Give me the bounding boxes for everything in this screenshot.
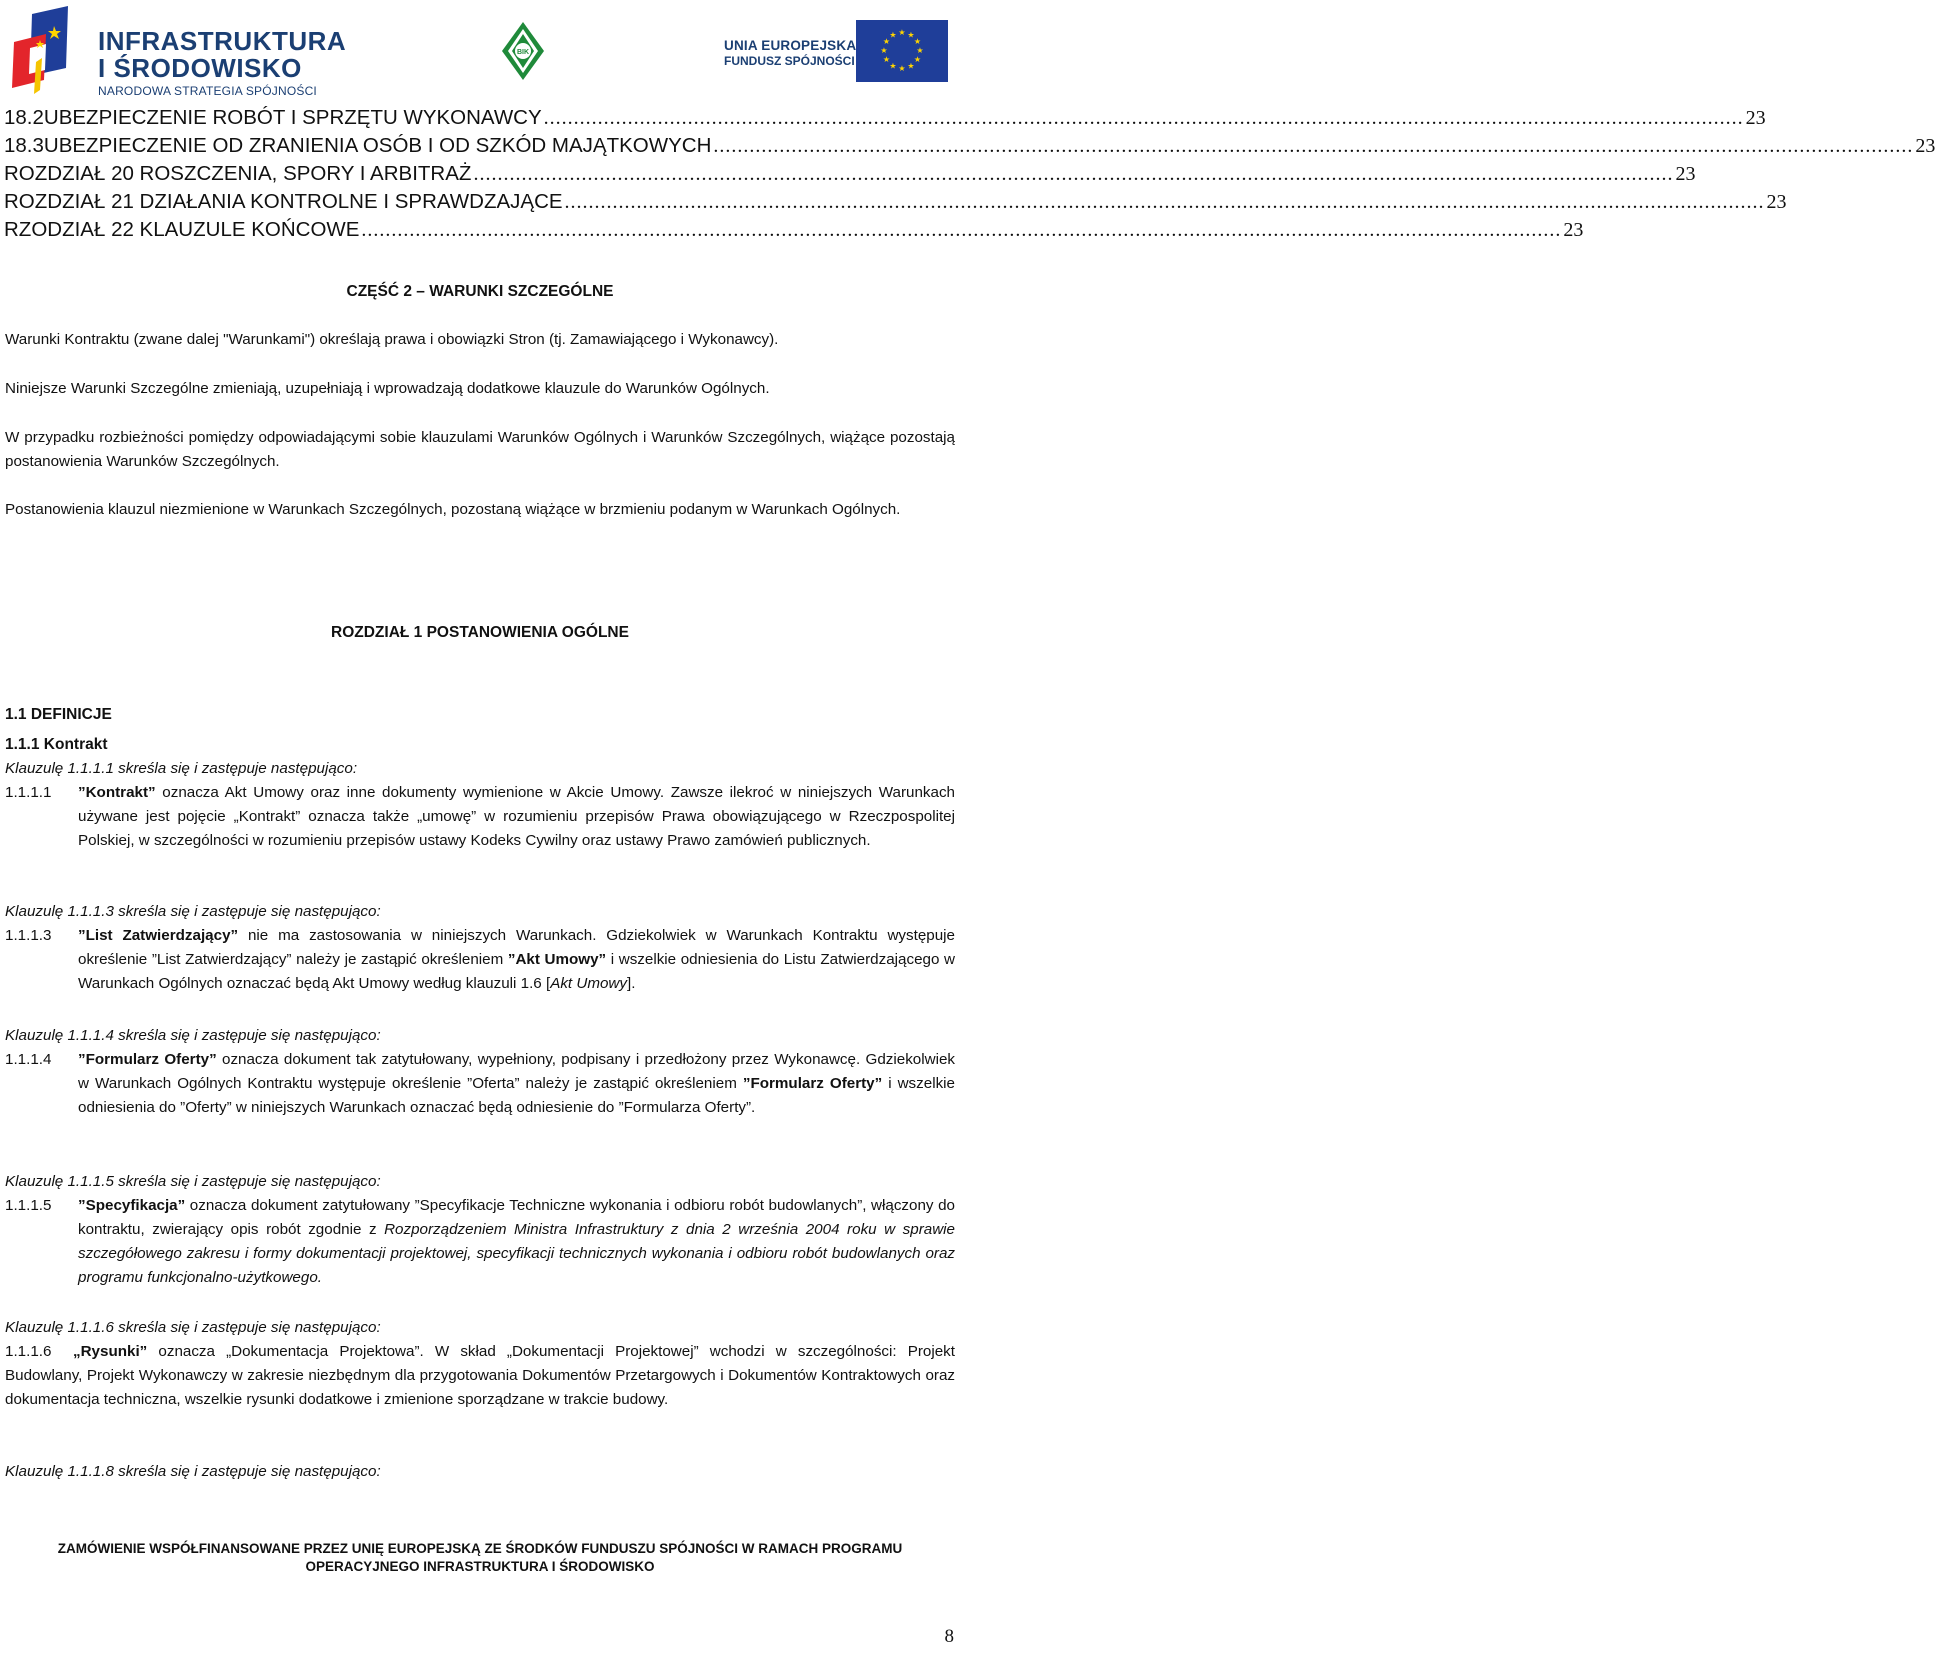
- clause-note: Klauzulę 1.1.1.5 skreśla się i zastępuje się następująco:: [5, 1173, 381, 1190]
- logo-line-3: NARODOWA STRATEGIA SPÓJNOŚCI: [98, 84, 317, 98]
- toc-page: 23: [1766, 191, 1787, 213]
- toc-entry[interactable]: [4, 162, 1696, 190]
- svg-text:★: ★: [913, 37, 922, 46]
- defined-term: ”Formularz Oferty”: [742, 1075, 883, 1092]
- definition-clause: [5, 781, 955, 853]
- intro-paragraph: Niniejsze Warunki Szczególne zmieniają, uzupełniają i wprowadzają dodatkowe klauzule do Warunków Ogólnych.: [5, 380, 770, 397]
- svg-text:★: ★: [889, 30, 897, 40]
- toc-page: 23: [1563, 219, 1584, 241]
- toc-title: ROZDZIAŁ 21 DZIAŁANIA KONTROLNE I SPRAWDZAJĄCE: [4, 190, 563, 213]
- footer-line-2: OPERACYJNEGO INFRASTRUKTURA I ŚRODOWISKO: [305, 1559, 655, 1574]
- footer-line-1: ZAMÓWIENIE WSPÓŁFINANSOWANE PRZEZ UNIĘ EUROPEJSKĄ ZE ŚRODKÓW FUNDUSZU SPÓJNOŚCI W RAMACH PROGRAMU: [57, 1541, 903, 1556]
- eu-line-1: UNIA EUROPEJSKA: [724, 38, 857, 53]
- clause-number: 1.1.1.3: [5, 927, 52, 944]
- svg-text:★: ★: [913, 55, 922, 64]
- part-heading: CZĘŚĆ 2 – WARUNKI SZCZEGÓLNE: [346, 283, 614, 300]
- svg-text:★: ★: [898, 64, 906, 73]
- toc-title: RZODZIAŁ 22 KLAUZULE KOŃCOWE: [4, 218, 360, 241]
- definition-clause: [5, 1194, 955, 1290]
- toc-leader: ........................................................................................................................................................................................................: [543, 107, 1744, 129]
- toc-title: UBEZPIECZENIE OD ZRANIENIA OSÓB I OD SZKÓD MAJĄTKOWYCH: [43, 134, 712, 157]
- bik-logo-text: BIK: [516, 49, 530, 56]
- bik-logo: [500, 20, 546, 80]
- eu-logo: [720, 20, 950, 84]
- definition-clause: [5, 1048, 955, 1120]
- clause-note: Klauzulę 1.1.1.4 skreśla się i zastępuje się następująco:: [5, 1027, 381, 1044]
- svg-text:★: ★: [907, 30, 915, 40]
- clause-note: Klauzulę 1.1.1.3 skreśla się i zastępuje się następująco:: [5, 903, 381, 920]
- definition-text: ].: [626, 975, 636, 992]
- intro-paragraph: Postanowienia klauzul niezmienione w Warunkach Szczególnych, pozostaną wiążące w brzmieniu podanym w Warunkach Ogólnych.: [5, 501, 901, 518]
- clause-note: Klauzulę 1.1.1.1 skreśla się i zastępuje następująco:: [5, 760, 358, 777]
- svg-text:★: ★: [907, 61, 915, 71]
- logo-line-2: I ŚRODOWISKO: [98, 53, 302, 83]
- toc-page: 23: [1915, 135, 1935, 157]
- reference-title: Akt Umowy: [550, 975, 627, 992]
- clause-number: 1.1.1.5: [5, 1197, 52, 1214]
- definition-text: oznacza dokument zatytułowany ”Specyfikacje Techniczne wykonania i odbioru robót budowlanych”, włączony do kontraktu, zwierający opis robót zgodnie z: [78, 1197, 955, 1238]
- clause-number: 1.1.1.1: [5, 784, 52, 801]
- definition-clause: [5, 1340, 955, 1412]
- section-heading: 1.1 DEFINICJE: [5, 706, 112, 723]
- svg-text:★: ★: [889, 61, 897, 71]
- toc-entry[interactable]: [4, 190, 1787, 218]
- defined-term: „Rysunki”: [73, 1343, 148, 1360]
- svg-text:★: ★: [882, 37, 891, 46]
- definition-text: i wszelkie odniesienia do Listu Zatwierdzającego w Warunkach Ogólnych oznaczać będą Akt Umowy według klauzuli 1.6 [: [78, 951, 955, 992]
- svg-text:★: ★: [880, 46, 888, 55]
- definition-text: nie ma zastosowania w niniejszych Warunkach. Gdziekolwiek w Warunkach Kontraktu występuje określenie ”List Zatwierdzający” należy je zastąpić określeniem: [78, 927, 955, 968]
- page-header: [0, 0, 960, 100]
- eu-flag-icon: [856, 20, 948, 82]
- infrastruktura-logo: [10, 4, 347, 100]
- svg-text:★: ★: [882, 55, 891, 64]
- toc-page: 23: [1745, 107, 1766, 129]
- intro-paragraph: W przypadku rozbieżności pomiędzy odpowiadającymi sobie klauzulami Warunków Ogólnych i Warunków Szczególnych, wiążące pozostają postanowienia Warunków Szczególnych.: [5, 429, 955, 470]
- toc-number: 18.3: [4, 134, 44, 157]
- subsection-heading: 1.1.1 Kontrakt: [5, 736, 108, 753]
- defined-term: ”List Zatwierdzający”: [78, 927, 239, 944]
- definition-text: i wszelkie odniesienia do ”Oferty” w niniejszych Warunkach oznaczać będą odniesienie do ”Formularza Oferty”.: [78, 1075, 955, 1116]
- defined-term: ”Specyfikacja”: [78, 1197, 186, 1214]
- table-of-contents: [4, 106, 1935, 246]
- clause-note: Klauzulę 1.1.1.8 skreśla się i zastępuje się następująco:: [5, 1463, 381, 1480]
- svg-text:★: ★: [898, 28, 906, 37]
- regulation-title: Rozporządzeniem Ministra Infrastruktury z dnia 2 września 2004 roku w sprawie szczegółowego zakresu i formy dokumentacji projektowej, specyfikacji technicznych wykonania i odbioru robót budowlanych oraz programu funkcjonalno-użytkowego.: [78, 1221, 955, 1286]
- toc-leader: ........................................................................................................................................................................................................: [361, 219, 1562, 241]
- clause-number: 1.1.1.6: [5, 1343, 52, 1360]
- page-footer: [0, 1540, 960, 1576]
- defined-term: ”Kontrakt”: [78, 784, 156, 801]
- clause-note: Klauzulę 1.1.1.6 skreśla się i zastępuje się następująco:: [5, 1319, 381, 1336]
- definition-text: oznacza „Dokumentacja Projektowa”. W skład „Dokumentacji Projektowej” wchodzi w szczególności: Projekt Budowlany, Projekt Wykonawczy w zakresie niezbędnym dla przygotowania Dokumentów Przetargowych i Dokumentów Kontraktowych oraz dokumentacja techniczna, wszelkie rysunki dodatkowe i zmienione sporządzane w trakcie budowy.: [5, 1343, 955, 1408]
- eu-line-2: FUNDUSZ SPÓJNOŚCI: [724, 54, 855, 68]
- toc-leader: ........................................................................................................................................................................................................: [564, 191, 1765, 213]
- svg-text:★: ★: [916, 46, 924, 55]
- toc-number: 18.2: [4, 106, 44, 129]
- toc-entry[interactable]: [4, 218, 1584, 246]
- definition-text: oznacza Akt Umowy oraz inne dokumenty wymienione w Akcie Umowy. Zawsze ilekroć w niniejszych Warunkach używane jest pojęcie „Kontrakt” oznacza także „umowę” w rozumieniu przepisów Prawa obowiązującego w Rzeczpospolitej Polskiej, w szczególności w rozumieniu przepisów ustawy Kodeks Cywilny oraz ustawy Prawo zamówień publicznych.: [78, 784, 955, 849]
- toc-title: ROZDZIAŁ 20 ROSZCZENIA, SPORY I ARBITRAŻ: [4, 162, 472, 185]
- intro-paragraph: Warunki Kontraktu (zwane dalej "Warunkami") określają prawa i obowiązki Stron (tj. Zamawiającego i Wykonawcy).: [5, 331, 779, 348]
- toc-leader: ........................................................................................................................................................................................................: [713, 135, 1914, 157]
- clause-number: 1.1.1.4: [5, 1051, 52, 1068]
- toc-leader: ........................................................................................................................................................................................................: [473, 163, 1674, 185]
- logo-line-1: INFRASTRUKTURA: [98, 26, 347, 56]
- defined-term: ”Akt Umowy”: [507, 951, 607, 968]
- definition-text: oznacza dokument tak zatytułowany, wypełniony, podpisany i przedłożony przez Wykonawcę. Gdziekolwiek w Warunkach Ogólnych Kontraktu występuje określenie ”Oferta” należy je zastąpić określeniem: [78, 1051, 955, 1092]
- toc-entry[interactable]: [4, 134, 1935, 162]
- definition-clause: [5, 924, 955, 996]
- flag-emblem-icon: [10, 4, 90, 100]
- toc-page: 23: [1675, 163, 1696, 185]
- chapter-heading: ROZDZIAŁ 1 POSTANOWIENIA OGÓLNE: [331, 624, 629, 641]
- defined-term: ”Formularz Oferty”: [78, 1051, 217, 1068]
- toc-entry[interactable]: [4, 106, 1766, 134]
- toc-title: UBEZPIECZENIE ROBÓT I SPRZĘTU WYKONAWCY: [43, 106, 542, 129]
- page-number: 8: [944, 1626, 954, 1647]
